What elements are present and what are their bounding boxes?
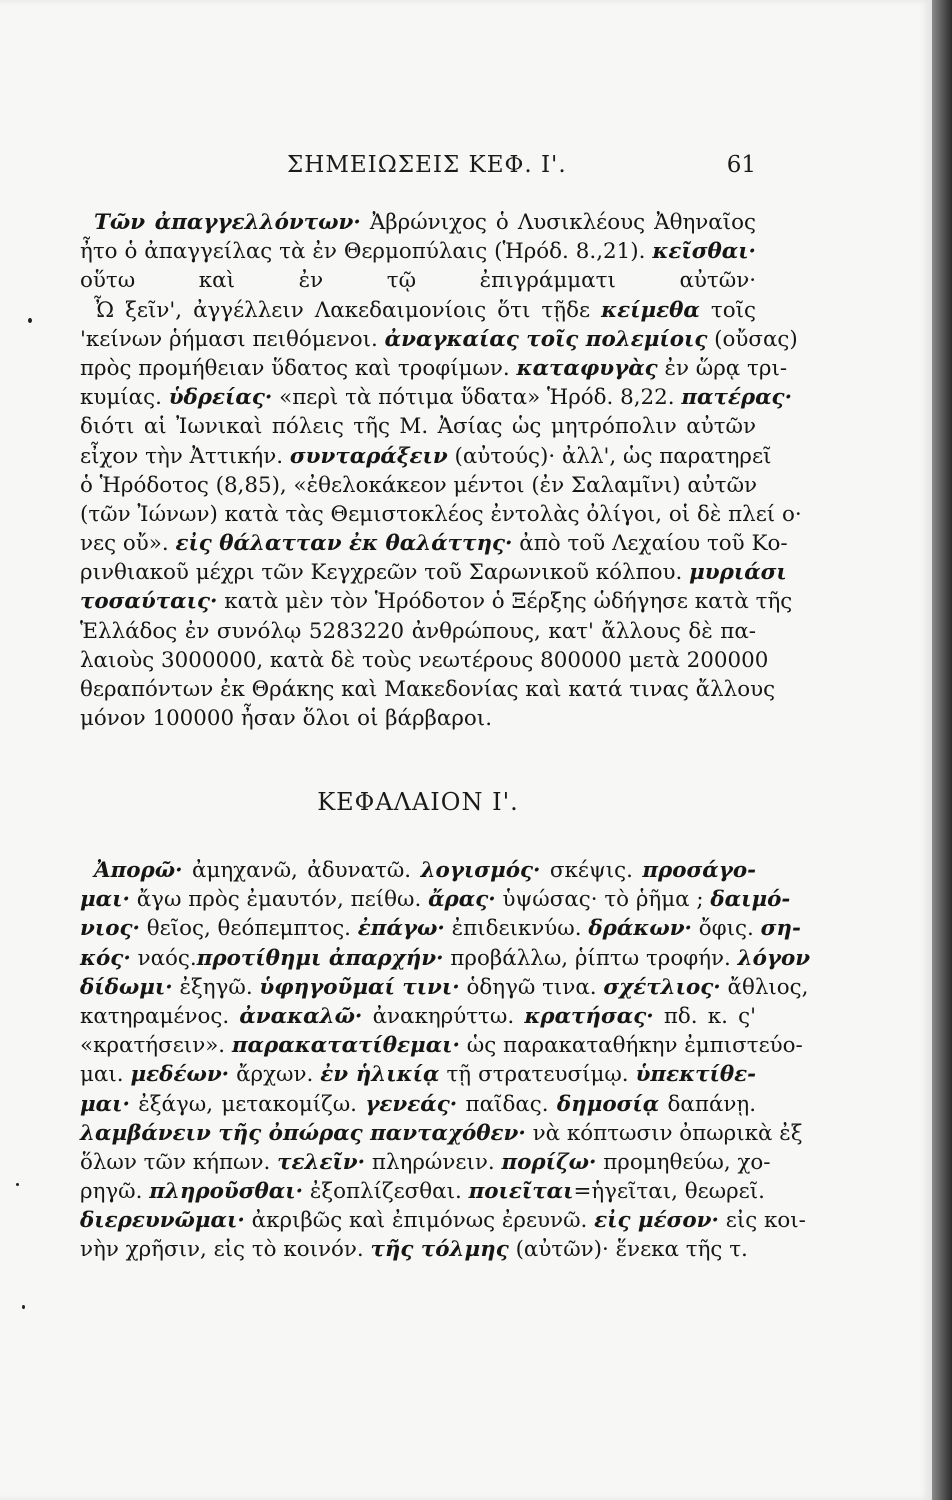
text-run: «περὶ τὰ πότιμα ὕδατα» Ἡρόδ. 8,22. [272,385,682,411]
text-run: ἄρχων. [229,1062,321,1088]
lemma-term: προτίθημι ἀπαρχήν· [196,945,444,971]
text-line [80,412,756,441]
lemma-term: ὑπεκτίθε- [635,1062,757,1088]
text-run: Ὦ ξεῖν', ἀγγέλλειν Λακεδαιμονίοις ὅτι τῇδε [94,297,602,323]
text-run: ὑψώσας· τὸ ῥῆμα ; [495,887,711,913]
text-run: (αὐτῶν)· ἕνεκα τῆς τ. [508,1237,748,1263]
lemma-term: ἐν ἡλικίᾳ [320,1062,440,1088]
page-header [80,152,756,192]
text-run: νὴν χρῆσιν, εἰς τὸ κοινόν. [80,1237,371,1263]
lemma-term: ἐπάγω· [357,916,445,942]
lemma-term: Ἀπορῶ· [94,858,183,883]
text-line [80,558,787,587]
text-run: ἀπὸ τοῦ Λεχαίου τοῦ Κο- [512,531,788,557]
text-run: θεῖος, θεόπεμπτος. [139,916,358,942]
text-line [80,442,772,471]
glossary-block [80,856,811,1265]
text-line [80,1177,765,1206]
text-line [80,675,776,704]
text-run: πδ. κ. ς' [653,1003,756,1029]
text-run: διότι αἱ Ἰωνικαὶ πόλεις τῆς Μ. Ἀσίας ὡς μητρόπολιν αὐτῶν [80,414,756,440]
lemma-term: ἀναγκαίας τοῖς πολεμίοις [384,326,708,352]
text-run: ὁ Ἡρόδοτος (8,85), «ἐθελοκάκεον μέντοι (ἐν Σαλαμῖνι) αὐτῶν [80,472,758,498]
text-line [80,500,802,529]
text-line [80,1235,756,1264]
text-line [80,208,756,237]
lemma-term: Τῶν ἀπαγγελλόντων· [94,210,361,235]
lemma-term: τοσαύταις· [80,589,218,615]
text-run: εἶχον τὴν Ἀττικήν. [80,443,290,469]
text-run: (αὐτούς)· ἀλλ', ὡς παρατηρεῖ [447,443,772,469]
lemma-term: τῆς τόλμης [370,1237,509,1263]
text-run: «κρατήσειν». [80,1033,232,1059]
text-run: (οὔσας) [707,326,798,352]
text-run: ἐν ὥρᾳ τρι- [657,355,788,381]
text-run: προβάλλω, ῥίπτω τροφήν. [443,945,738,971]
lemma-term: πληροῦσθαι· [149,1179,304,1205]
text-run: κυμίας. [80,385,169,411]
lemma-term: καταφυγὰς [516,355,658,381]
text-line [80,617,756,646]
text-line [80,1002,756,1031]
text-line [80,1031,803,1060]
text-run: προμηθεύω, χο- [596,1149,771,1175]
text-line [80,1060,756,1089]
text-run: ἐξοπλίζεσθαι. [303,1179,469,1205]
text-run: ἐξηγῶ. [172,974,260,1000]
lemma-term: εἰς θάλατταν ἐκ θαλάττης· [175,531,513,557]
text-run: σκέψις. [540,858,643,883]
lemma-term: νιος· [80,916,140,942]
lemma-term: τελεῖν· [277,1149,366,1175]
text-run: εἰς κοι- [718,1208,806,1234]
text-run: νὰ κόπτωσιν ὀπωρικὰ ἐξ [525,1120,803,1146]
text-run: παῖδας. [457,1091,557,1117]
text-run: πρὸς προμήθειαν ὕδατος καὶ τροφίμων. [80,355,517,381]
lemma-term: κός· [80,945,131,971]
text-run: Ἀβρώνιχος ὁ Λυσικλέους Ἀθηναῖος [360,210,756,235]
text-line [80,266,756,295]
text-line [80,1206,806,1235]
text-run: λαιοὺς 3000000, κατὰ δὲ τοὺς νεωτέρους 800000 μετὰ 200000 [80,647,769,673]
text-run: ἦτο ὁ ἀπαγγείλας τὰ ἐν Θερμοπύλαις (Ἡρόδ. 8.,21). [80,239,653,265]
text-line [80,471,756,500]
text-line [80,1148,771,1177]
page-edge-shadow [932,0,952,1500]
text-line [80,587,793,616]
text-run: τοῖς [699,297,756,323]
running-title: ΣΗΜΕΙΩΣΕΙΣ ΚΕΦ. Ι'. [287,152,567,178]
lemma-term: κείμεθα [601,297,700,323]
text-run: ὡς παρακαταθήκην ἐμπιστεύο- [459,1033,803,1059]
text-line [80,856,756,885]
text-run: =ἡγεῖται, θεωρεῖ. [573,1179,765,1205]
lemma-term: λόγον [737,945,811,971]
scan-speck [16,1183,19,1186]
text-line [80,383,793,412]
text-run: ἀκριβῶς καὶ ἐπιμόνως ἐρευνῶ. [244,1208,595,1234]
text-line [80,237,756,266]
text-run: (τῶν Ἰώνων) κατὰ τὰς Θεμιστοκλέος ἐντολὰς ὀλίγοι, οἱ δὲ πλεί ο· [80,501,802,527]
text-run: ἐξάγω, μετακομίζω. [129,1091,366,1117]
lemma-term: μαι· [80,887,130,913]
lemma-term: ση- [760,916,801,942]
text-run: ἀμηχανῶ, ἀδυνατῶ. [182,858,421,883]
lemma-term: ὑδρείας· [168,385,273,411]
text-run: δαπάνῃ. [659,1091,757,1117]
chapter-heading: ΚΕΦΑΛΑΙΟΝ Ι'. [317,788,519,816]
text-run: θεραπόντων ἐκ Θράκης καὶ Μακεδονίας καὶ κατά τινας ἄλλους [80,677,776,702]
text-run: κατὰ μὲν τὸν Ἡρόδοτον ὁ Ξέρξης ὡδήγησε κατὰ τῆς [217,589,793,615]
scan-speck [28,318,32,323]
text-line [80,885,791,914]
lemma-term: δαιμό- [710,887,791,913]
text-line [80,704,756,733]
lemma-term: δημοσίᾳ [556,1091,660,1117]
text-line [80,325,798,354]
text-run: πληρώνειν. [365,1149,502,1175]
text-run: ὁδηγῶ τινα. [459,974,604,1000]
lemma-term: πατέρας· [681,385,793,411]
text-line [80,944,811,973]
text-run: ὄφις. [692,916,761,942]
text-run: ἄθλιος, [720,974,809,1000]
lemma-term: ὑφηγοῦμαί τινι· [259,974,460,1000]
text-line [80,529,788,558]
lemma-term: πορίζω· [501,1149,597,1175]
text-line [80,646,769,675]
text-run: Ἑλλάδος ἐν συνόλῳ 5283220 ἀνθρώπους, κατ' ἄλλους δὲ πα- [80,618,756,644]
lemma-term: μεδέων· [130,1062,230,1088]
lemma-term: λαμβάνειν τῆς ὀπώρας πανταχόθεν· [80,1120,526,1146]
lemma-term: γενεάς· [365,1091,458,1117]
text-run: κατηραμένος. [80,1003,240,1029]
lemma-term: ἄρας· [428,887,496,913]
lemma-term: κεῖσθαι· [652,239,756,265]
lemma-term: δίδωμι· [80,974,173,1000]
text-run: ὅλων τῶν κήπων. [80,1149,278,1175]
text-line [80,1119,803,1148]
text-run: ρηγῶ. [80,1179,150,1205]
lemma-term: εἰς μέσον· [594,1208,719,1234]
text-line [80,914,801,943]
lemma-term: κρατήσας· [524,1003,654,1029]
text-run: ρινθιακοῦ μέχρι τῶν Κεγχρεῶν τοῦ Σαρωνικοῦ κόλπου. [80,560,690,586]
lemma-term: μαι· [80,1091,130,1117]
text-run: τῇ στρατευσίμῳ. [439,1062,636,1088]
text-run: μόνον 100000 ἦσαν ὅλοι οἱ βάρβαροι. [80,706,492,732]
lemma-term: προσάγο- [642,858,756,883]
text-run: ἀνακηρύττω. [362,1003,525,1029]
text-run: ναός. [130,945,197,971]
scan-speck [22,1305,25,1309]
lemma-term: σχέτλιος· [603,974,721,1000]
text-line [80,296,756,325]
notes-block [80,208,802,733]
lemma-term: συνταράξειν [289,443,448,469]
page-number: 61 [726,152,756,178]
lemma-term: λογισμός· [420,858,541,883]
text-run: ἄγω πρὸς ἐμαυτόν, πείθω. [129,887,429,913]
lemma-term: μυριάσι [689,560,787,586]
lemma-term: παρακατατίθεμαι· [231,1033,460,1059]
lemma-term: δράκων· [588,916,692,942]
text-line [80,973,809,1002]
lemma-term: διερευνῶμαι· [80,1208,245,1234]
text-run: μαι. [80,1062,131,1088]
text-line [80,1090,756,1119]
lemma-term: ποιεῖται [468,1179,574,1205]
text-run: οὕτω καὶ ἐν τῷ ἐπιγράμματι αὐτῶν· [80,268,756,294]
lemma-term: ἀνακαλῶ· [239,1003,363,1029]
text-line [80,354,788,383]
text-run: 'κείνων ῥήμασι πειθόμενοι. [80,326,385,352]
text-run: νες οὔ». [80,531,176,557]
text-run: ἐπιδεικνύω. [444,916,589,942]
